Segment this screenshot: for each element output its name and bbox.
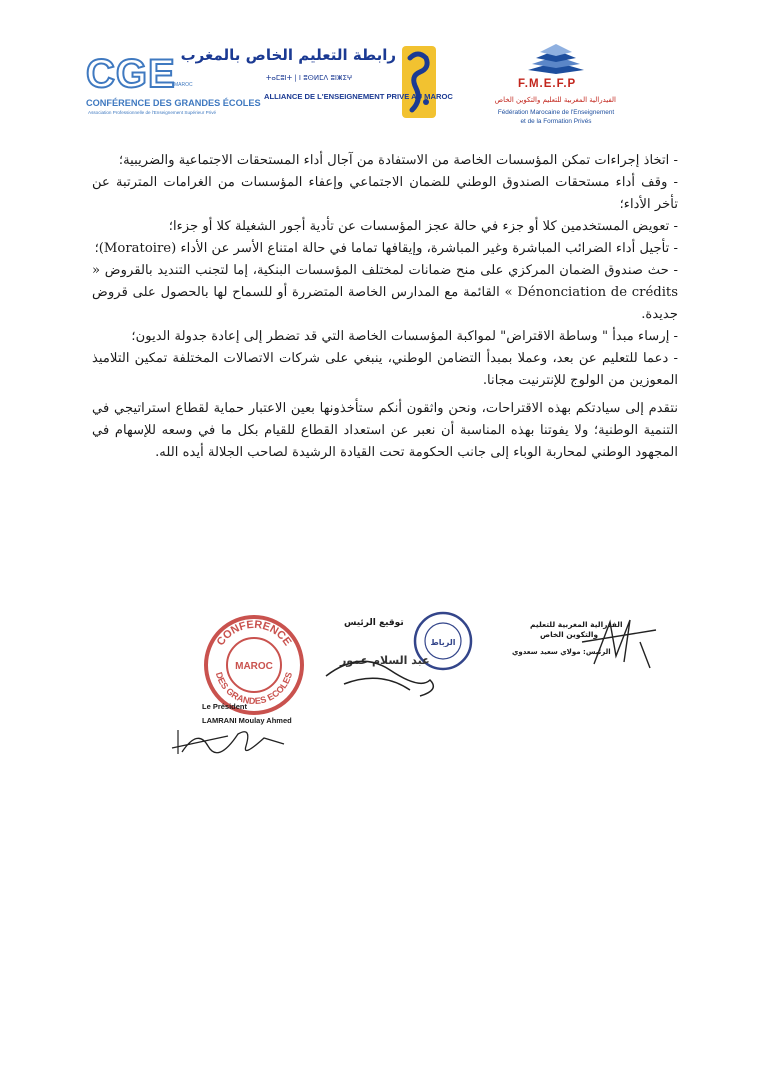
demand-item-4: - تأجيل أداء الضرائب المباشرة وغير المباشرة، وإيقافها تماما في حالة امتناع الأسر عن الأداء (Moratoire)؛ (94, 241, 678, 256)
fmefp-org-line2: والتكوين الخاص (540, 630, 599, 639)
fmefp-president: الرئيس: مولاي سعيد سعدوي (512, 648, 611, 656)
demand-item-3: - تعويض المستخدمين كلا أو جزء في حالة عجز المؤسسات عن تأدية أجور الشغيلة كلا أو جزءا؛ (168, 219, 678, 234)
cge-handwritten-signature (168, 722, 288, 762)
cge-stamp-center-text: MAROC (235, 661, 273, 672)
alliance-handwritten-signature (320, 640, 450, 704)
fmefp-logo-arabic: الفيدرالية المغربية للتعليم والتكوين الخاص (494, 96, 616, 104)
svg-text:CONFERENCE (215, 619, 294, 648)
fmefp-logo-name-line2: et de la Formation Privés (520, 118, 592, 125)
demand-item-2: - وقف أداء مستحقات الصندوق الوطني للضمان الاجتماعي وإعفاء المؤسسات من الغرامات المترتبة عن تأخر الأداء؛ (92, 175, 678, 212)
demand-item-6: - إرساء مبدأ " وساطة الاقتراض" لمواكبة المؤسسات الخاصة التي قد تضطر إلى إعادة جدولة الديون؛ (131, 329, 678, 344)
alliance-logo-arabic: رابطة التعليم الخاص بالمغرب (180, 46, 396, 64)
cge-logo-country: MAROC (174, 82, 193, 88)
cge-logo-name: CONFÉRENCE DES GRANDES ÉCOLES (86, 98, 261, 108)
demand-item-1: - اتخاذ إجراءات تمكن المؤسسات الخاصة من الاستفادة من آجال أداء المستحقات الاجتماعية والضريبية؛ (118, 153, 678, 168)
closing-paragraph: نتقدم إلى سيادتكم بهذه الاقتراحات، ونحن واثقون أنكم ستأخذونها بعين الاعتبار حماية لقطاع استراتيجي في التنمية الوطنية؛ ولا يفوتنا بهذه المناسبة أن نعبر عن استعداد القطاع للقيام بكل ما في وسعه للإسهام في المجهود الوطني لمحاربة الوباء إلى جانب الحكومة تحت القيادة الرشيدة لصاحب الجلالة أيده الله. (92, 401, 678, 460)
fmefp-books-icon (524, 40, 588, 74)
cge-logo-tagline: Association Professionnelle de l'Enseignement Supérieur Privé (88, 110, 217, 115)
cge-signer-role: Le Président (202, 702, 248, 711)
fmefp-handwritten-signature (580, 612, 660, 672)
cge-stamp-top-text: CONFERENCE (214, 618, 294, 649)
fmefp-logo-name-line1: Fédération Marocaine de l'Enseignement (497, 109, 615, 116)
alliance-signer-name: عبد السلام عمور (340, 654, 430, 667)
fmefp-logo-acronym: F.M.E.F.P (518, 78, 577, 90)
alliance-emblem-icon (398, 44, 440, 122)
cge-stamp-bottom-text: DES GRANDES ECOLES (213, 670, 295, 707)
cge-signer-name: LAMRANI Moulay Ahmed (202, 716, 292, 725)
svg-text:DES GRANDES ECOLES (214, 671, 294, 706)
fmefp-logo (496, 40, 616, 135)
cge-logo-mark: CGE (86, 52, 176, 96)
demand-item-5: - حث صندوق الضمان المركزي على منح ضمانات لمختلف المؤسسات البنكية، إما لتجنب التنديد بالقروض « Dénonciation de crédits » القائمة مع المدارس الخاصة المتضررة أو للسماح لها بالحصول على قروض جديدة. (92, 263, 678, 322)
alliance-stamp-text: الرباط (430, 638, 456, 647)
alliance-signer-role: توقيع الرئيس (344, 618, 404, 628)
cge-stamp (203, 614, 305, 716)
letter-body (92, 150, 678, 464)
alliance-logo (180, 44, 453, 122)
fmefp-org-line1: الفدرالية المغربية للتعليم (530, 620, 623, 629)
alliance-logo-name: ALLIANCE DE L'ENSEIGNEMENT PRIVE AU MAROC (264, 92, 453, 101)
alliance-logo-tifinagh: ⵜⴰⵎⵓⵏⵜ | ⵏ ⵓⵙⵍⵎⴷ ⵓⵏⵥⵉⵖ (266, 74, 353, 82)
demand-item-7: - دعما للتعليم عن بعد، وعملا بمبدأ التضامن الوطني، ينبغي على شركات الاتصالات المختلفة تمكين التلاميذ المعوزين من الولوج للإنترنيت مجانا. (92, 351, 678, 388)
